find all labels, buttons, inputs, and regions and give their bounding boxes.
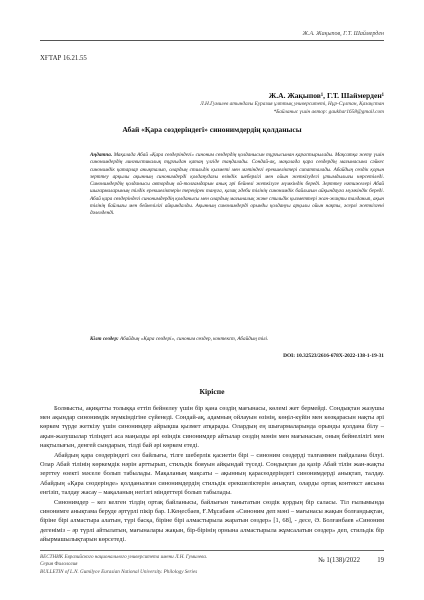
article-body	[40, 404, 384, 545]
footer-journal-ru: ВЕСТНИК Евразийского национального университета имени Л.Н. Гумилева.	[40, 554, 208, 560]
running-head-authors: Ж.А. Жақыпов, Г.Т. Шаймерден	[302, 31, 384, 37]
footer-issue-number: № 1(138)/2022	[318, 557, 360, 564]
doi-link[interactable]: DOI: 10.32523/2616-678X-2022-138-1-19-31	[283, 353, 384, 359]
section-heading-introduction: Кіріспе	[199, 387, 225, 396]
abstract-text: Мақалада Абай «Қара сөздеріндегі» синоним сөздердің қолданысын тұрғысынан қарастырылады. Мақсатқа жету үшін синонимдердің лингвистикалық тұрғыдан қатаң үлгіде таңдалады. Сондай-ақ, мақалада қара сөздердің мағынасына сәйкес синонимдік қатарлар анықталып, олардың стильдік қызметі мен мәтіндегі ерекшеліктері сипатталады. Абайдың сөздік қорын зерттеу арқылы ақынның синонимдерді қолданудағы өзіндік шеберлігі мен ойын жеткізудегі ұтымдылығы көрсетіледі. Синонимдердің қолданысы автордың ой-толғамдарын анық әрі бейнелі жеткізуге мүмкіндік береді. Зерттеу нәтижелері Абай шығармаларының тілдік ерекшеліктерін тереңірек тануға, қазақ әдеби тілінің синонимдік байлығын айқындауға мүмкіндік береді. Абай қара сөздеріндегі синонимдердің қолданысы мен олардың мағыналық және стильдік қызметтері жан-жақты талданып, ақын тілінің байлығы мен бейнелілігі айқындалды. Ақынның синонимдерді орынды қолдануы арқылы ойын нақты, әсерлі жеткізгені дәлелденді.	[90, 152, 384, 217]
article-authors: Ж.А. Жақыпов¹, Г.Т. Шаймерден¹	[268, 91, 384, 100]
body-paragraph: Абайдың қара сөздеріндегі сөз байлығы, тілге шеберлік қасиетін бірі – синоним сөздерді талғаммен пайдалана білуі. Олар Абай тілінің көркемдік нәрін арттырып, стильдік бояуын айқындай түседі. Сондықтан да қазір Абай тілін жан-жақты зерттеу өзекті мәселе болып табылады. Мақаланың мақсаты – ақынның қарасөздеріндегі синонимдерді анықтап, талдау. Абайдың «Қара сөздерінде» қолданылған синонимдердің стильдік ерекшеліктерін анықтап, оларды ортақ контекст аясына енгізіп, талдау жасау – мақаланың негізгі міндеттері болып табылады.	[40, 452, 384, 496]
page-number: 19	[377, 557, 384, 564]
author-affiliation	[200, 101, 384, 116]
body-paragraph: Синонимдер – кез келген тілдің ортақ байланысы, байлығын танытатын сөздік қордың бір саласы. Тіл ғылымында синонимге анықтама беруде әртүрлі пікір бар. І.Кеңесбаев, Ғ.Мұсабаев «Синоним деп мәні – мағынасы жақын болғандықтан, біріне бірі алмастыра алатын, түрі басқа, біріне бірі алмастырыла жаратын сөздер» [1, 68], - десе, Ә. Болғанбаев «Синоним дегеніміз – әр түрлі айтылатын, мағыналары жақын, бір-бірінің орнына алмастырыла жұмсалатын сөздер» деп, стильдік бір айырмашылықтарын көрсетеді.	[40, 499, 384, 543]
keywords-block	[90, 336, 384, 343]
corresponding-author-contact: *Байланыс үшін автор: gaukhar1658@gmail.com	[273, 108, 384, 115]
classification-code: ХҒТАР 16.21.55	[40, 55, 87, 62]
body-paragraph: Болмысты, ақиқатты толыққа еттіп бейнелеу үшін бір қана сөздің мағынасы, көлемі жет бермейді. Сондықтан жазушы мен ақындар синонимдік мүмкіндігіне сүйенеді. Сондай-ақ, адамның ойлауын өзінің, көңіл-күйін мен көзқарасын нақты әрі көркем түрде жеткізу үшін синонимдер айрықша қызмет атқарады. Олардың ең шығармаларында орынды қолдана білу – ақын-жазушылар тіліндегі аса маңызды әрі өзіндік синонимдер айтылар сөздің мәнін мен мағынасын, оның бейнелілігі мен нақтылығын, денгей сындарын, тілді бай әрі көркем етеді.	[40, 405, 384, 449]
keywords-label: Кілт сөздер:	[90, 336, 119, 342]
header-divider	[40, 40, 384, 41]
abstract-block	[90, 152, 384, 218]
abstract-label: Аңдатпа.	[90, 152, 113, 158]
footer-journal-series: Серия Филология	[40, 561, 78, 568]
footer-journal-name	[40, 554, 207, 576]
footer-divider	[40, 550, 384, 551]
keywords-text: Абайдың «Қара сөздері», синоним сөздер, контекст, Абайдың тілі.	[120, 336, 269, 342]
affiliation-university: Л.Н.Гумилев атындағы Еуразия ұлттық университеті, Нұр-Сұлтан, Қазақстан	[200, 101, 384, 107]
footer-journal-en: BULLETIN of L.N. Gumilyov Eurasian National University. Philology Series	[40, 568, 198, 575]
article-title: Абай «Қара сөздеріндегі» синонимдердің қолданысы	[122, 125, 302, 134]
